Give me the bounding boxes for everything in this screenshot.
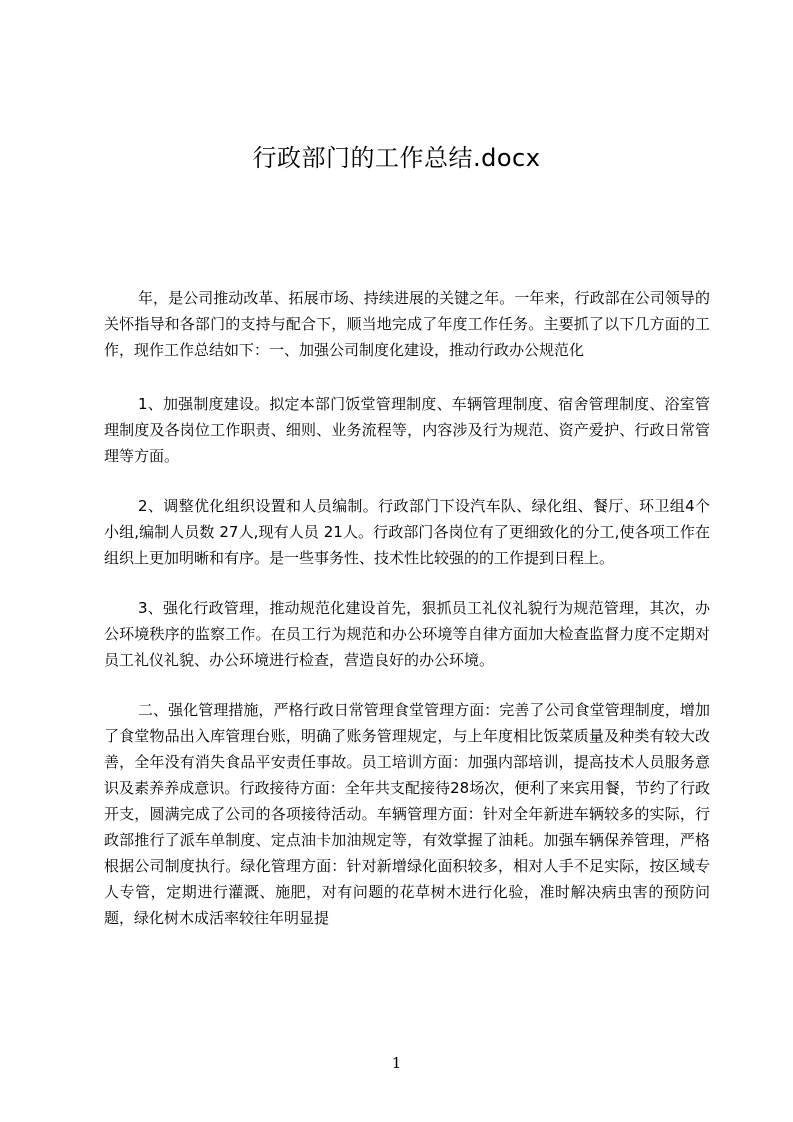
document-body <box>104 285 710 955</box>
page-number: 1 <box>391 1054 402 1072</box>
paragraph-section-2: 二、强化管理措施，严格行政日常管理食堂管理方面：完善了公司食堂管理制度，增加了食堂物品出入库管理台账，明确了账务管理规定，与上年度相比饭菜质量及种类有较大改善，全年没有消失食品平安责任事故。员工培训方面：加强内部培训，提高技术人员服务意识及素养养成意识。行政接待方面：全年共支配接待28场次，便利了来宾用餐，节约了行政开支，圆满完成了公司的各项接待活动。车辆管理方面：针对全年新进车辆较多的实际，行政部推行了派车单制度、定点油卡加油规定等，有效掌握了油耗。加强车辆保养管理，严格根据公司制度执行。绿化管理方面：针对新增绿化面积较多，相对人手不足实际，按区域专人专管，定期进行灌溉、施肥，对有问题的花草树木进行化验，准时解决病虫害的预防问题，绿化树木成活率较往年明显提 <box>104 701 710 927</box>
paragraph-item-2: 2、调整优化组织设置和人员编制。行政部门下设汽车队、绿化组、餐厅、环卫组4个小组,编制人员数 27人,现有人员 21人。行政部门各岗位有了更细致化的分工,使各项工作在组织上更加明晰和有序。是一些事务性、技术性比较强的的工作提到日程上。 <box>104 497 710 567</box>
paragraph-intro: 年，是公司推动改革、拓展市场、持续进展的关键之年。一年来，行政部在公司领导的关怀指导和各部门的支持与配合下，顺当地完成了年度工作任务。主要抓了以下几方面的工作，现作工作总结如下：一、加强公司制度化建设，推动行政办公规范化 <box>104 289 710 359</box>
paragraph-item-3: 3、强化行政管理，推动规范化建设首先，狠抓员工礼仪礼貌行为规范管理，其次，办公环境秩序的监察工作。在员工行为规范和办公环境等自律方面加大检查监督力度不定期对员工礼仪礼貌、办公环境进行检查，营造良好的办公环境。 <box>104 599 710 669</box>
paragraph-item-1: 1、加强制度建设。拟定本部门饭堂管理制度、车辆管理制度、宿舍管理制度、浴室管理制度及各岗位工作职责、细则、业务流程等，内容涉及行为规范、资产爱护、行政日常管理等方面。 <box>104 395 710 465</box>
document-title: 行政部门的工作总结.docx <box>252 144 541 172</box>
